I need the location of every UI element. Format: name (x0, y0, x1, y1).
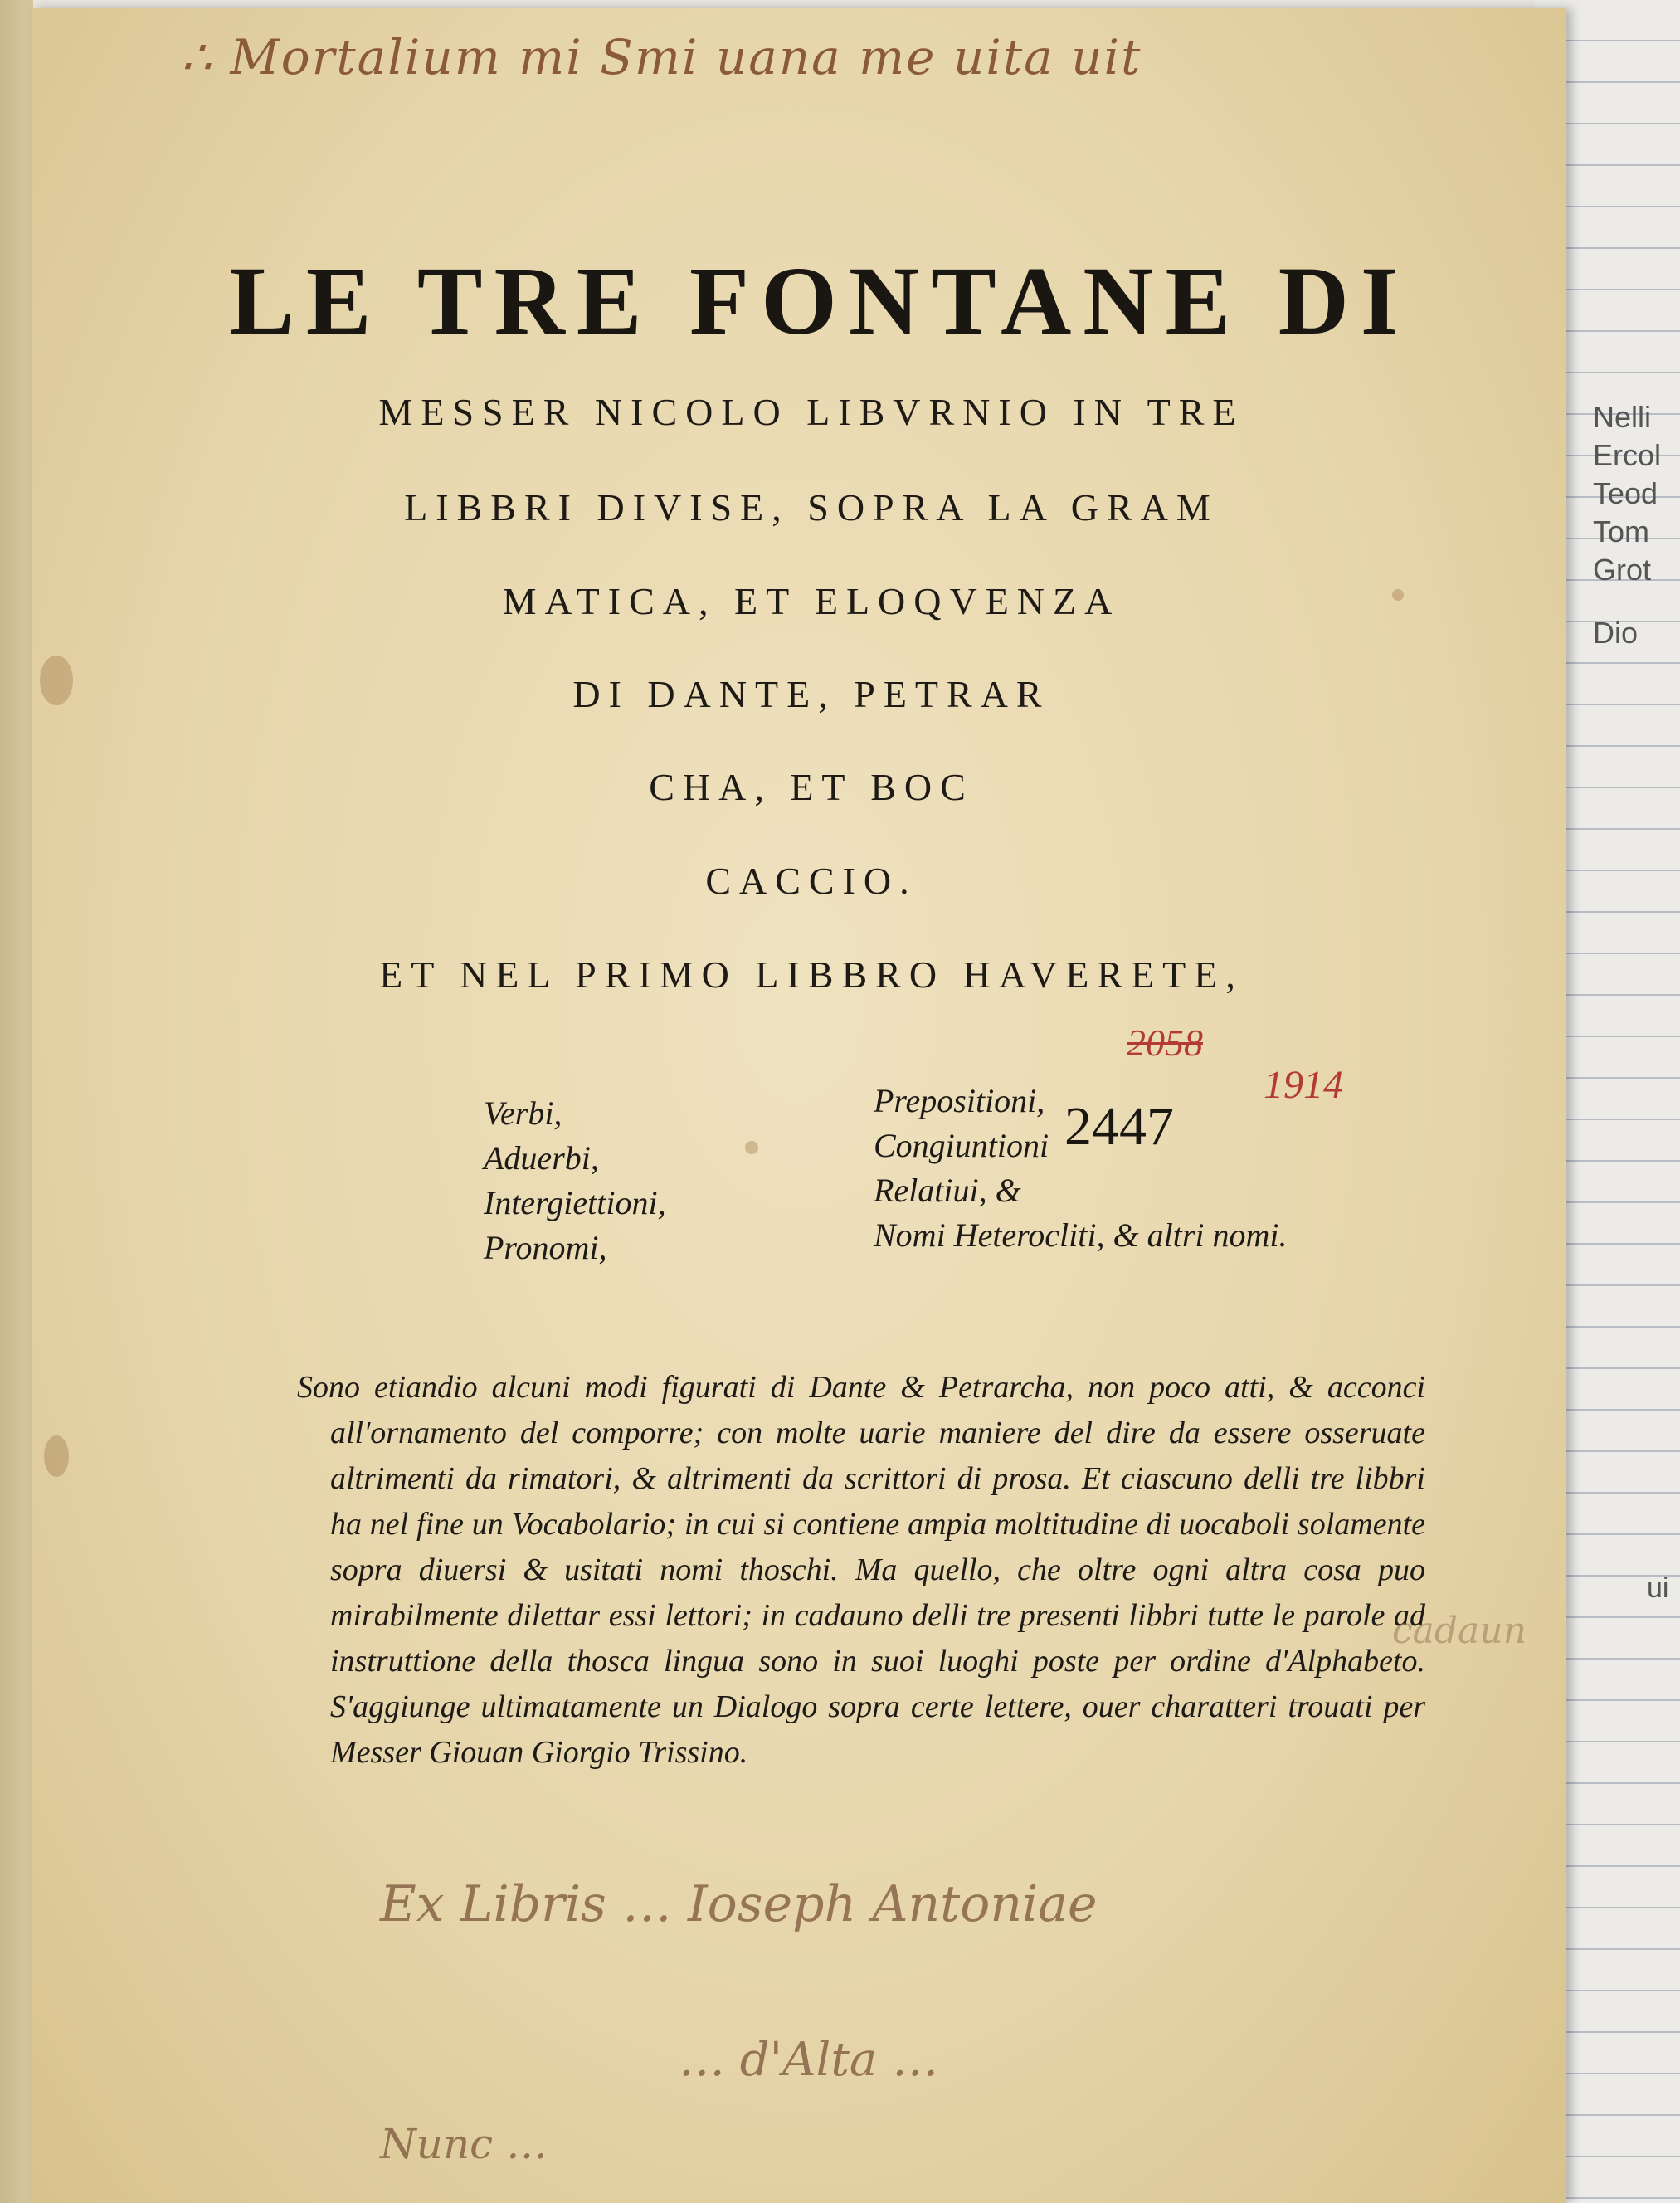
contents-item: Intergiettioni, (484, 1184, 666, 1221)
main-title: LE TRE FONTANE DI (229, 246, 1410, 355)
contents-item: Nomi Heterocliti, & altri nomi. (874, 1216, 1288, 1254)
background-name: Ercol (1593, 438, 1662, 472)
manuscript-margin-note: cadaun (1392, 1610, 1527, 1652)
shelfmark-red: 1914 (1264, 1063, 1343, 1107)
manuscript-ownership-line: Ex Libris … Ioseph Antoniae (380, 1875, 1098, 1933)
contents-item: Prepositioni, (874, 1082, 1045, 1119)
title-line: CACCIO. (705, 860, 918, 902)
contents-item: Relatiui, & (874, 1172, 1021, 1209)
title-page (32, 8, 1566, 2203)
manuscript-ownership-line: … d'Alta … (679, 2033, 939, 2087)
background-name: Nelli (1593, 400, 1652, 434)
background-name-list (1593, 398, 1661, 652)
manuscript-inscription-top: ∴ Mortalium mi Smi uana me uita uit (181, 29, 1142, 85)
contents-item: Verbi, (484, 1094, 562, 1132)
title-line: MATICA, ET ELOQVENZA (502, 580, 1121, 622)
previous-page-edge (0, 0, 33, 2203)
contents-item: Pronomi, (484, 1229, 607, 1266)
shelfmark-struck: 2058 (1127, 1021, 1203, 1064)
title-line: LIBBRI DIVISE, SOPRA LA GRAM (404, 486, 1219, 529)
shelfmark-black: 2447 (1064, 1096, 1174, 1157)
manuscript-ownership-line: Nunc … (380, 2120, 548, 2168)
title-line: MESSER NICOLO LIBVRNIO IN TRE (378, 391, 1244, 433)
foxing-stain (44, 1435, 69, 1477)
background-name: Teod (1593, 476, 1658, 510)
contents-left-column (484, 1091, 666, 1270)
description-paragraph: Sono etiandio alcuni modi figurati di Dante & Petrarcha, non poco atti, & acconci all'ornamento del comporre; con molte uarie maniere del dire da essere osseruate altrimenti da rimatori, & altrimenti da scrittori di prosa. Et ciascuno delli tre libbri ha nel fine un Vocabolario; in cui si contiene ampia moltitudine di uocaboli solamente sopra diuersi & usitati nomi thoschi. Ma quello, che oltre ogni altra cosa puo mirabilmente dilettar essi lettori; in cadauno delli tre presenti libbri tutte le parole ad instruttione della thosca lingua sono in suoi luoghi poste per ordine d'Alphabeto. S'aggiunge ultimatamente un Dialogo sopra certe lettere, ouer charatteri trouati per Messer Giouan Giorgio Trissino. (297, 1370, 1425, 1770)
contents-item: Aduerbi, (484, 1139, 599, 1177)
background-name: Grot (1593, 553, 1652, 587)
foxing-stain (745, 1141, 758, 1154)
background-name: Dio (1593, 616, 1639, 650)
background-name: Tom (1593, 514, 1650, 548)
title-line: CHA, ET BOC (649, 766, 974, 808)
background-fragment: ui (1647, 1572, 1669, 1604)
title-line: DI DANTE, PETRAR (572, 673, 1050, 715)
contents-item: Congiuntioni (874, 1127, 1049, 1164)
title-line: ET NEL PRIMO LIBBRO HAVERETE, (379, 953, 1244, 996)
